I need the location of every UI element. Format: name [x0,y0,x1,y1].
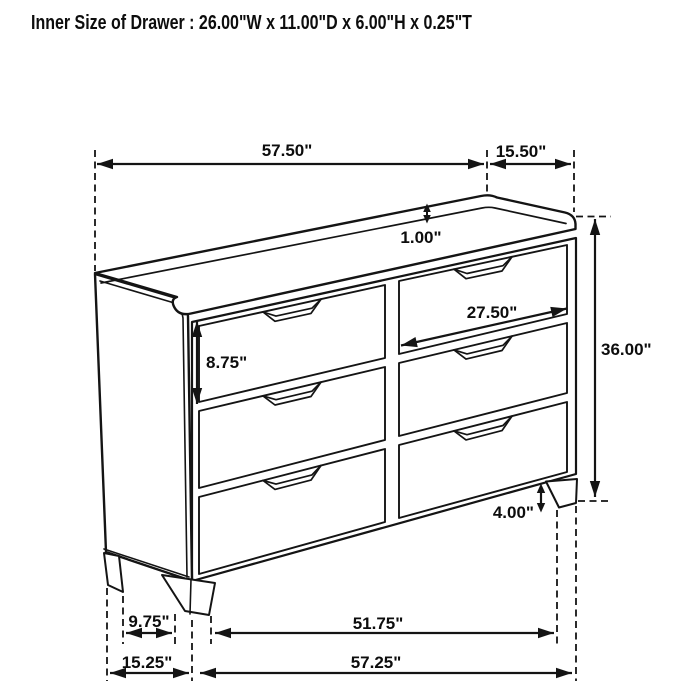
dim-label-leg-span-side: 9.75" [128,612,170,631]
dresser-left-panel [95,274,192,581]
dim-label-leg-height: 4.00" [492,503,534,522]
dim-label-total-height: 36.00" [601,340,652,359]
dim-label-base-depth: 15.25" [121,653,173,672]
dim-label-leg-span-front: 51.75" [352,614,404,633]
leg-front-right [546,479,577,508]
leg-front-left [162,575,215,615]
dim-label-top-depth: 15.50" [495,142,547,161]
dim-label-top-width: 57.50" [261,141,313,160]
dim-label-drawer-height: 8.75" [206,353,248,372]
dim-label-top-thickness: 1.00" [400,228,442,247]
drawing-title: Inner Size of Drawer : 26.00"W x 11.00"D x 6.00"H x 0.25"T [31,11,472,34]
dim-arrow-leg-height [537,484,545,513]
dim-label-base-width: 57.25" [350,653,402,672]
leg-rear-left [104,553,123,592]
dim-label-drawer-width: 27.50" [466,303,518,322]
dresser-drawing [95,195,577,615]
